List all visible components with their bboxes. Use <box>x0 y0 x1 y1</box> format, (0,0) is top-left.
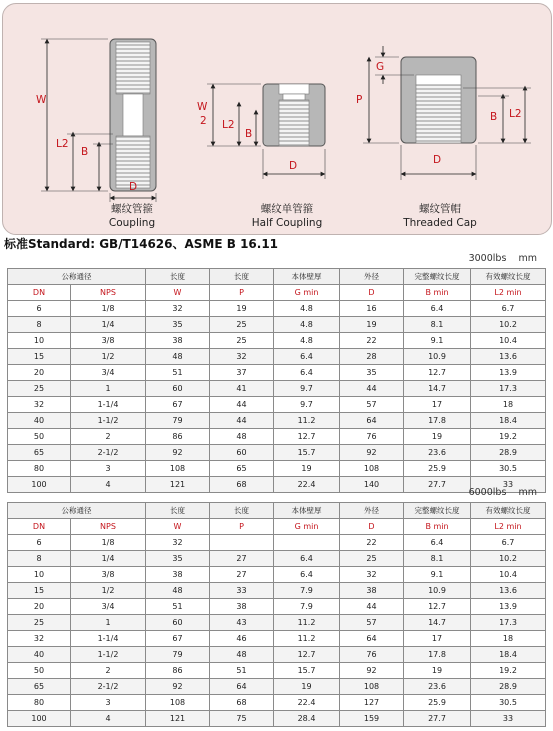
table-cell: 4.8 <box>274 333 340 349</box>
header-symbol: G min <box>274 285 340 301</box>
table-cell: 33 <box>210 583 274 599</box>
table-cell: 38 <box>340 583 404 599</box>
table-cell: 51 <box>210 663 274 679</box>
table-cell: 22.4 <box>274 695 340 711</box>
table-cell: 19.2 <box>471 663 546 679</box>
table-cell: 25 <box>8 615 71 631</box>
table-cell: 60 <box>146 381 210 397</box>
header-symbol: W <box>146 519 210 535</box>
unit-label: mm <box>518 253 537 264</box>
header-symbol: B min <box>404 519 471 535</box>
header-cell: 长度 <box>210 503 274 519</box>
table-cell: 27.7 <box>404 711 471 727</box>
table-cell: 76 <box>340 429 404 445</box>
table-cell: 2-1/2 <box>71 679 146 695</box>
table-cell: 13.6 <box>471 349 546 365</box>
table-cell: 28.9 <box>471 679 546 695</box>
table-cell: 32 <box>146 535 210 551</box>
table-cell: 30.5 <box>471 695 546 711</box>
table-cell: 108 <box>146 461 210 477</box>
table-cell: 17 <box>404 631 471 647</box>
table-cell: 68 <box>210 695 274 711</box>
table-cell: 100 <box>8 711 71 727</box>
table-cell: 2 <box>71 663 146 679</box>
table-cell: 92 <box>340 445 404 461</box>
table-cell: 10.2 <box>471 317 546 333</box>
table-cell: 159 <box>340 711 404 727</box>
standard-heading: 标准Standard: GB/T14626、ASME B 16.11 <box>4 237 279 251</box>
table-cell: 37 <box>210 365 274 381</box>
table-cell: 18.4 <box>471 413 546 429</box>
table-row <box>8 535 546 551</box>
half-coupling-caption <box>228 202 346 230</box>
table-cell: 40 <box>8 647 71 663</box>
table-cell: 15 <box>8 583 71 599</box>
table-cell: 23.6 <box>404 445 471 461</box>
dim-label: B <box>81 146 89 158</box>
table-cell: 32 <box>340 567 404 583</box>
dim-label: 2 <box>200 115 207 127</box>
table-cell: 13.9 <box>471 599 546 615</box>
unit-label: mm <box>518 487 537 498</box>
table-cell: 12.7 <box>404 365 471 381</box>
table-cell: 10.4 <box>471 567 546 583</box>
table-cell: 35 <box>146 317 210 333</box>
table-cell: 64 <box>210 679 274 695</box>
table-cell: 38 <box>210 599 274 615</box>
header-row-symbols <box>8 285 546 301</box>
header-symbol: DN <box>8 519 71 535</box>
table-cell: 38 <box>146 333 210 349</box>
table-cell: 18.4 <box>471 647 546 663</box>
header-cell: 长度 <box>146 269 210 285</box>
table-cell: 15.7 <box>274 663 340 679</box>
table-cell: 57 <box>340 615 404 631</box>
table-row <box>8 397 546 413</box>
header-symbol: P <box>210 519 274 535</box>
table-row <box>8 301 546 317</box>
table-cell: 1-1/2 <box>71 413 146 429</box>
table-cell: 3/4 <box>71 365 146 381</box>
table-cell: 48 <box>146 583 210 599</box>
table-cell: 44 <box>210 397 274 413</box>
header-symbol: DN <box>8 285 71 301</box>
table-cell: 19 <box>210 301 274 317</box>
table-cell: 33 <box>471 477 546 493</box>
table-cell: 108 <box>340 679 404 695</box>
table-cell: 1 <box>71 381 146 397</box>
table-row <box>8 599 546 615</box>
diagram-panel <box>2 3 552 235</box>
table-cell: 79 <box>146 647 210 663</box>
table-cell: 140 <box>340 477 404 493</box>
table-cell: 92 <box>146 679 210 695</box>
table-cell: 1 <box>71 615 146 631</box>
table-cell: 13.6 <box>471 583 546 599</box>
table-cell: 16 <box>340 301 404 317</box>
table-cell: 1/8 <box>71 535 146 551</box>
table-cell: 28 <box>340 349 404 365</box>
table-cell: 68 <box>210 477 274 493</box>
table-cell: 57 <box>340 397 404 413</box>
table-cell: 80 <box>8 461 71 477</box>
table-cell: 7.9 <box>274 583 340 599</box>
table-cell: 67 <box>146 631 210 647</box>
table-cell: 19 <box>274 461 340 477</box>
header-cell: 长度 <box>146 503 210 519</box>
table-cell: 51 <box>146 599 210 615</box>
header-row-cn <box>8 503 546 519</box>
dim-label: W <box>36 94 47 106</box>
table-cell: 32 <box>210 349 274 365</box>
table-row <box>8 679 546 695</box>
table-cell: 27.7 <box>404 477 471 493</box>
table-cell: 2-1/2 <box>71 445 146 461</box>
half-coupling-drawing <box>207 84 325 179</box>
table-cell: 67 <box>146 397 210 413</box>
table-cell: 79 <box>146 413 210 429</box>
table-cell: 12.7 <box>274 429 340 445</box>
table-cell: 100 <box>8 477 71 493</box>
table-cell: 20 <box>8 599 71 615</box>
table-cell: 2 <box>71 429 146 445</box>
table-cell: 6 <box>8 301 71 317</box>
table-cell: 25 <box>340 551 404 567</box>
table-cell: 46 <box>210 631 274 647</box>
threaded-cap-caption <box>381 202 499 230</box>
table-row <box>8 663 546 679</box>
table-cell: 25.9 <box>404 695 471 711</box>
table-cell: 22 <box>340 333 404 349</box>
table-cell: 17.3 <box>471 381 546 397</box>
class-value: 6000lbs <box>468 487 507 498</box>
table-cell: 35 <box>340 365 404 381</box>
header-cell: 公称通径 <box>8 269 146 285</box>
table-cell: 108 <box>146 695 210 711</box>
table-cell <box>274 535 340 551</box>
table-cell: 17.8 <box>404 647 471 663</box>
table-cell: 7.9 <box>274 599 340 615</box>
caption-cn: 螺纹管帽 <box>419 203 461 215</box>
table-cell: 41 <box>210 381 274 397</box>
table-cell: 8 <box>8 551 71 567</box>
table-cell: 64 <box>340 413 404 429</box>
table-cell: 18 <box>471 397 546 413</box>
table-cell: 6.4 <box>274 365 340 381</box>
table-cell: 6.7 <box>471 301 546 317</box>
diagram-drawings <box>3 4 551 234</box>
table-cell: 75 <box>210 711 274 727</box>
table-cell: 9.7 <box>274 397 340 413</box>
header-symbol: L2 min <box>471 285 546 301</box>
table-cell: 4.8 <box>274 317 340 333</box>
dim-label: B <box>490 111 498 123</box>
dim-label: L2 <box>509 108 522 120</box>
header-cell: 完整螺纹长度 <box>404 269 471 285</box>
spec-table-6000lbs <box>7 502 546 727</box>
header-row-symbols <box>8 519 546 535</box>
header-cell: 外径 <box>340 503 404 519</box>
dim-label: P <box>356 94 363 106</box>
dim-label: D <box>289 160 298 172</box>
table-cell: 64 <box>340 631 404 647</box>
table-cell: 6 <box>8 535 71 551</box>
table-cell: 35 <box>146 551 210 567</box>
class-value: 3000lbs <box>468 253 507 264</box>
table-cell: 60 <box>210 445 274 461</box>
table-cell: 20 <box>8 365 71 381</box>
table-cell: 60 <box>146 615 210 631</box>
table-cell: 50 <box>8 663 71 679</box>
table-cell: 86 <box>146 429 210 445</box>
table-cell: 8.1 <box>404 317 471 333</box>
dim-label: L2 <box>222 119 235 131</box>
table-row <box>8 615 546 631</box>
table-cell: 1/4 <box>71 317 146 333</box>
spec-table-3000lbs <box>7 268 546 493</box>
table-cell: 6.4 <box>404 301 471 317</box>
table-cell: 33 <box>471 711 546 727</box>
table-cell: 28.9 <box>471 445 546 461</box>
table-row <box>8 647 546 663</box>
table-cell: 22 <box>340 535 404 551</box>
table-cell: 4.8 <box>274 301 340 317</box>
table-cell: 127 <box>340 695 404 711</box>
caption-en: Half Coupling <box>251 217 323 229</box>
threaded-cap-drawing <box>363 46 531 180</box>
table-cell: 32 <box>8 397 71 413</box>
table-cell: 9.1 <box>404 567 471 583</box>
table-cell: 19 <box>340 317 404 333</box>
table-cell: 3/8 <box>71 333 146 349</box>
table-cell: 76 <box>340 647 404 663</box>
table-cell: 27 <box>210 567 274 583</box>
table-row <box>8 333 546 349</box>
table-cell: 9.1 <box>404 333 471 349</box>
table-cell: 44 <box>340 381 404 397</box>
caption-cn: 螺纹单管箍 <box>260 203 314 215</box>
table-cell: 14.7 <box>404 615 471 631</box>
table-cell: 3/8 <box>71 567 146 583</box>
table-cell: 25 <box>210 333 274 349</box>
table-cell: 1/4 <box>71 551 146 567</box>
table-row <box>8 711 546 727</box>
header-symbol: B min <box>404 285 471 301</box>
table-cell: 4 <box>71 477 146 493</box>
table-cell: 12.7 <box>404 599 471 615</box>
table-cell: 15 <box>8 349 71 365</box>
header-cell: 有效螺纹长度 <box>471 503 546 519</box>
table-row <box>8 429 546 445</box>
table-row <box>8 631 546 647</box>
table-cell: 1-1/4 <box>71 631 146 647</box>
table-cell: 1/2 <box>71 583 146 599</box>
table-cell: 19 <box>404 663 471 679</box>
table-cell: 43 <box>210 615 274 631</box>
table-cell: 1/2 <box>71 349 146 365</box>
table-row <box>8 695 546 711</box>
table-cell: 32 <box>146 301 210 317</box>
header-cell: 本体壁厚 <box>274 269 340 285</box>
table-cell: 51 <box>146 365 210 381</box>
header-symbol: NPS <box>71 519 146 535</box>
table-cell: 44 <box>340 599 404 615</box>
table-row <box>8 477 546 493</box>
table-cell: 50 <box>8 429 71 445</box>
table-cell: 40 <box>8 413 71 429</box>
table-cell: 121 <box>146 477 210 493</box>
coupling-caption <box>73 202 191 230</box>
table-cell: 10 <box>8 333 71 349</box>
table-cell <box>210 535 274 551</box>
header-cell: 本体壁厚 <box>274 503 340 519</box>
table-cell: 108 <box>340 461 404 477</box>
dim-label: D <box>433 154 442 166</box>
table-cell: 28.4 <box>274 711 340 727</box>
table-cell: 10.2 <box>471 551 546 567</box>
table-cell: 18 <box>471 631 546 647</box>
table-cell: 86 <box>146 663 210 679</box>
table-cell: 17.8 <box>404 413 471 429</box>
coupling-drawing <box>41 39 156 202</box>
table-cell: 65 <box>8 445 71 461</box>
table-cell: 11.2 <box>274 631 340 647</box>
table-cell: 8 <box>8 317 71 333</box>
table-cell: 48 <box>210 429 274 445</box>
table-cell: 17 <box>404 397 471 413</box>
table-cell: 1/8 <box>71 301 146 317</box>
table-cell: 19 <box>274 679 340 695</box>
table-cell: 8.1 <box>404 551 471 567</box>
table-cell: 11.2 <box>274 615 340 631</box>
table-cell: 4 <box>71 711 146 727</box>
dim-label: L2 <box>56 138 69 150</box>
table-cell: 92 <box>146 445 210 461</box>
header-cell: 有效螺纹长度 <box>471 269 546 285</box>
table-cell: 48 <box>210 647 274 663</box>
header-symbol: G min <box>274 519 340 535</box>
table-cell: 3 <box>71 461 146 477</box>
table-cell: 27 <box>210 551 274 567</box>
table-cell: 38 <box>146 567 210 583</box>
table-row <box>8 317 546 333</box>
table-cell: 10.9 <box>404 583 471 599</box>
table-cell: 11.2 <box>274 413 340 429</box>
table-cell: 1-1/4 <box>71 397 146 413</box>
header-symbol: W <box>146 285 210 301</box>
caption-en: Threaded Cap <box>403 217 477 229</box>
dim-label: W <box>197 101 208 113</box>
header-symbol: NPS <box>71 285 146 301</box>
pressure-class-label <box>469 253 537 264</box>
table-cell: 65 <box>8 679 71 695</box>
table-cell: 22.4 <box>274 477 340 493</box>
table-cell: 65 <box>210 461 274 477</box>
table-cell: 25 <box>8 381 71 397</box>
table-cell: 6.4 <box>404 535 471 551</box>
table-row <box>8 365 546 381</box>
table-cell: 121 <box>146 711 210 727</box>
header-cell: 公称通径 <box>8 503 146 519</box>
table-row <box>8 567 546 583</box>
header-row-cn <box>8 269 546 285</box>
table-cell: 44 <box>210 413 274 429</box>
header-symbol: P <box>210 285 274 301</box>
table-cell: 92 <box>340 663 404 679</box>
table-row <box>8 551 546 567</box>
table-cell: 6.4 <box>274 567 340 583</box>
table-row <box>8 445 546 461</box>
dim-label: B <box>245 128 253 140</box>
table-cell: 25 <box>210 317 274 333</box>
table-row <box>8 413 546 429</box>
table-cell: 19.2 <box>471 429 546 445</box>
table-cell: 1-1/2 <box>71 647 146 663</box>
table-cell: 6.4 <box>274 349 340 365</box>
table-cell: 25.9 <box>404 461 471 477</box>
table-cell: 9.7 <box>274 381 340 397</box>
table-cell: 23.6 <box>404 679 471 695</box>
table-cell: 17.3 <box>471 615 546 631</box>
table-cell: 10.9 <box>404 349 471 365</box>
header-symbol: L2 min <box>471 519 546 535</box>
caption-en: Coupling <box>108 217 156 229</box>
header-cell: 外径 <box>340 269 404 285</box>
header-symbol: D <box>340 285 404 301</box>
table-cell: 10 <box>8 567 71 583</box>
table-cell: 32 <box>8 631 71 647</box>
table-cell: 6.7 <box>471 535 546 551</box>
table-cell: 30.5 <box>471 461 546 477</box>
table-cell: 13.9 <box>471 365 546 381</box>
header-symbol: D <box>340 519 404 535</box>
caption-cn: 螺纹管箍 <box>111 203 153 215</box>
table-row <box>8 349 546 365</box>
table-row <box>8 381 546 397</box>
table-cell: 10.4 <box>471 333 546 349</box>
header-cell: 完整螺纹长度 <box>404 503 471 519</box>
table-cell: 12.7 <box>274 647 340 663</box>
table-cell: 14.7 <box>404 381 471 397</box>
header-cell: 长度 <box>210 269 274 285</box>
table-row <box>8 461 546 477</box>
table-cell: 3/4 <box>71 599 146 615</box>
table-cell: 80 <box>8 695 71 711</box>
table-row <box>8 583 546 599</box>
table-cell: 3 <box>71 695 146 711</box>
pressure-class-label <box>469 487 537 498</box>
table-cell: 6.4 <box>274 551 340 567</box>
table-cell: 19 <box>404 429 471 445</box>
table-cell: 48 <box>146 349 210 365</box>
dim-label: D <box>129 181 138 193</box>
table-cell: 15.7 <box>274 445 340 461</box>
dim-label: G <box>376 61 385 73</box>
